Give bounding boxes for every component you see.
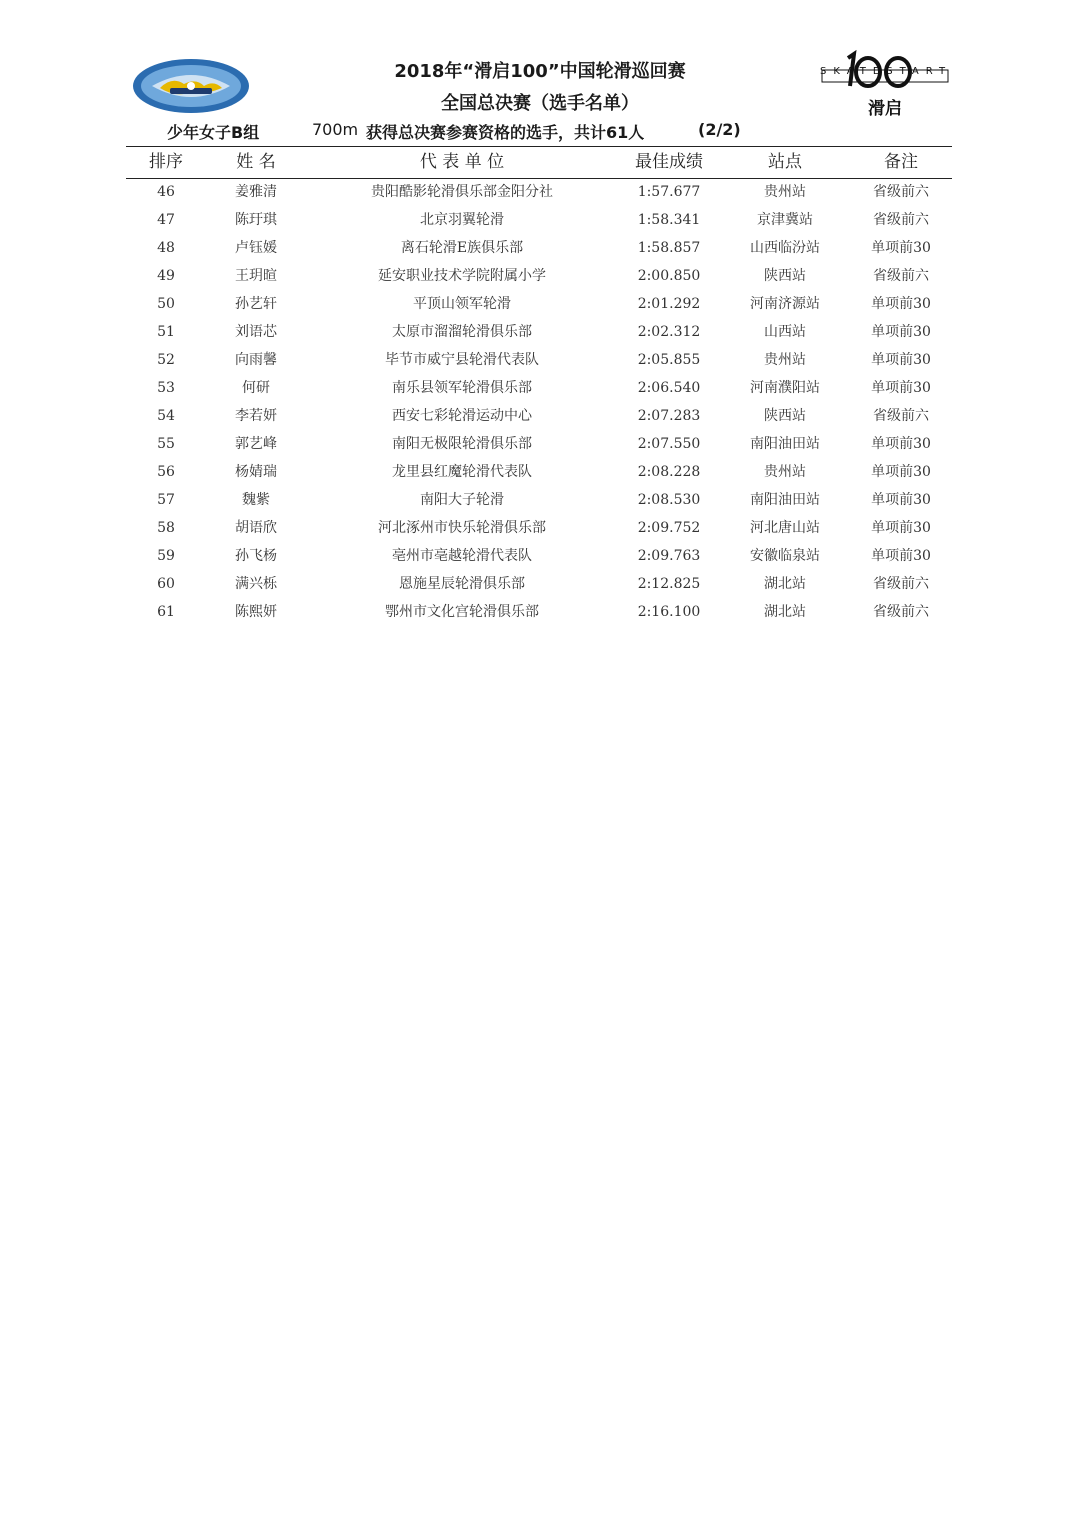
table-header-row	[126, 147, 952, 178]
unit-cell: 亳州市亳越轮滑代表队	[392, 548, 532, 564]
unit-cell: 北京羽翼轮滑	[420, 212, 504, 228]
logo-brand-text: 滑启	[868, 99, 902, 119]
time-cell: 2:12.825	[637, 576, 701, 592]
rank-cell: 48	[157, 240, 175, 256]
time-cell: 2:00.850	[637, 268, 701, 284]
name-cell: 姜雅清	[235, 184, 277, 200]
skatestart-100-logo-icon	[820, 48, 953, 119]
name-cell: 陈熙妍	[235, 604, 277, 620]
unit-cell: 毕节市威宁县轮滑代表队	[385, 352, 539, 368]
site-cell: 贵州站	[764, 352, 806, 368]
site-cell: 贵州站	[764, 464, 806, 480]
time-cell: 2:09.763	[637, 548, 701, 564]
name-cell: 胡语欣	[235, 520, 277, 536]
table-row	[126, 598, 952, 626]
time-cell: 1:58.857	[637, 240, 701, 256]
time-cell: 2:02.312	[637, 324, 701, 340]
site-cell: 陕西站	[764, 268, 806, 284]
page-subtitle: 全国总决赛（选手名单）	[441, 93, 639, 114]
note-cell: 单项前30	[871, 352, 931, 368]
unit-cell: 贵阳酷影轮滑俱乐部金阳分社	[371, 184, 553, 200]
note-cell: 单项前30	[871, 380, 931, 396]
rank-cell: 49	[157, 268, 175, 284]
table-row	[126, 178, 952, 206]
distance-label: 700m	[312, 120, 359, 139]
unit-cell: 鄂州市文化宫轮滑俱乐部	[385, 604, 539, 620]
association-logo-icon	[132, 58, 250, 114]
time-cell: 2:05.855	[637, 352, 701, 368]
rank-cell: 56	[157, 464, 175, 480]
table-row	[126, 374, 952, 402]
table-row	[126, 542, 952, 570]
note-cell: 单项前30	[871, 520, 931, 536]
unit-cell: 恩施星辰轮滑俱乐部	[399, 576, 525, 592]
time-cell: 2:07.283	[637, 408, 701, 424]
site-cell: 安徽临泉站	[750, 548, 820, 564]
note-cell: 单项前30	[871, 548, 931, 564]
unit-cell: 河北涿州市快乐轮滑俱乐部	[378, 520, 546, 536]
time-cell: 1:58.341	[637, 212, 701, 228]
unit-cell: 太原市溜溜轮滑俱乐部	[392, 324, 532, 340]
site-cell: 河北唐山站	[750, 520, 820, 536]
table-row	[126, 402, 952, 430]
time-cell: 2:06.540	[637, 380, 701, 396]
note-cell: 单项前30	[871, 324, 931, 340]
note-cell: 省级前六	[873, 576, 929, 592]
note-cell: 省级前六	[873, 268, 929, 284]
note-cell: 单项前30	[871, 436, 931, 452]
rank-cell: 61	[157, 604, 175, 620]
column-header-note: 备注	[884, 152, 918, 172]
table-row	[126, 290, 952, 318]
logo-skatestart-text: SKATESTART	[820, 66, 953, 77]
name-cell: 郭艺峰	[235, 436, 277, 452]
unit-cell: 南乐县领军轮滑俱乐部	[392, 380, 532, 396]
unit-cell: 龙里县红魔轮滑代表队	[392, 464, 532, 480]
site-cell: 南阳油田站	[750, 436, 820, 452]
site-cell: 湖北站	[764, 604, 806, 620]
time-cell: 2:07.550	[637, 436, 701, 452]
time-cell: 2:08.228	[637, 464, 701, 480]
site-cell: 河南濮阳站	[750, 380, 820, 396]
note-cell: 省级前六	[873, 604, 929, 620]
rank-cell: 57	[157, 492, 175, 508]
table-row	[126, 262, 952, 290]
table-row	[126, 318, 952, 346]
time-cell: 2:01.292	[637, 296, 701, 312]
name-cell: 刘语芯	[235, 324, 277, 340]
unit-cell: 南阳无极限轮滑俱乐部	[392, 436, 532, 452]
site-cell: 河南济源站	[750, 296, 820, 312]
note-cell: 省级前六	[873, 408, 929, 424]
table-row	[126, 206, 952, 234]
table-row	[126, 234, 952, 262]
rank-cell: 60	[157, 576, 175, 592]
column-header-name: 姓 名	[236, 152, 276, 172]
name-cell: 向雨馨	[235, 352, 277, 368]
table-row	[126, 458, 952, 486]
note-cell: 单项前30	[871, 240, 931, 256]
page-title: 2018年“滑启100”中国轮滑巡回赛	[394, 61, 686, 82]
unit-cell: 南阳大子轮滑	[420, 492, 504, 508]
table-row	[126, 486, 952, 514]
name-cell: 魏紫	[242, 492, 270, 508]
table-row	[126, 430, 952, 458]
column-header-rank: 排序	[149, 152, 183, 172]
table-row	[126, 570, 952, 598]
site-cell: 贵州站	[764, 184, 806, 200]
rank-cell: 59	[157, 548, 175, 564]
name-cell: 满兴栎	[235, 576, 277, 592]
unit-cell: 离石轮滑E族俱乐部	[400, 240, 524, 256]
rank-cell: 47	[157, 212, 175, 228]
rank-cell: 51	[157, 324, 175, 340]
rank-cell: 54	[157, 408, 175, 424]
time-cell: 2:09.752	[637, 520, 701, 536]
unit-cell: 西安七彩轮滑运动中心	[392, 408, 532, 424]
name-cell: 孙飞杨	[235, 548, 277, 564]
note-cell: 单项前30	[871, 296, 931, 312]
group-label: 少年女子B组	[167, 123, 260, 142]
rank-cell: 50	[157, 296, 175, 312]
roster-table	[126, 147, 952, 626]
rank-cell: 46	[157, 184, 175, 200]
time-cell: 2:08.530	[637, 492, 701, 508]
site-cell: 山西临汾站	[750, 240, 820, 256]
name-cell: 李若妍	[235, 408, 277, 424]
name-cell: 王玥暄	[235, 268, 277, 284]
note-cell: 省级前六	[873, 184, 929, 200]
site-cell: 山西站	[764, 324, 806, 340]
note-cell: 省级前六	[873, 212, 929, 228]
unit-cell: 延安职业技术学院附属小学	[378, 268, 546, 284]
table-row	[126, 346, 952, 374]
name-cell: 何研	[242, 380, 270, 396]
note-cell: 单项前30	[871, 492, 931, 508]
site-cell: 京津冀站	[757, 212, 813, 228]
name-cell: 孙艺轩	[235, 296, 277, 312]
site-cell: 湖北站	[764, 576, 806, 592]
qualification-description: 获得总决赛参赛资格的选手，共计61人	[366, 123, 645, 142]
unit-cell: 平顶山领军轮滑	[413, 296, 511, 312]
site-cell: 陕西站	[764, 408, 806, 424]
rank-cell: 53	[157, 380, 175, 396]
rank-cell: 55	[157, 436, 175, 452]
column-header-best-time: 最佳成绩	[635, 152, 703, 172]
time-cell: 1:57.677	[637, 184, 701, 200]
site-cell: 南阳油田站	[750, 492, 820, 508]
table-row	[126, 514, 952, 542]
time-cell: 2:16.100	[637, 604, 701, 620]
rank-cell: 52	[157, 352, 175, 368]
page-indicator: (2/2)	[698, 120, 741, 139]
rank-cell: 58	[157, 520, 175, 536]
name-cell: 杨婧瑞	[235, 464, 277, 480]
name-cell: 卢钰媛	[235, 240, 277, 256]
column-header-site: 站点	[768, 152, 802, 172]
note-cell: 单项前30	[871, 464, 931, 480]
name-cell: 陈玗琪	[235, 212, 277, 228]
column-header-unit: 代 表 单 位	[419, 152, 505, 172]
